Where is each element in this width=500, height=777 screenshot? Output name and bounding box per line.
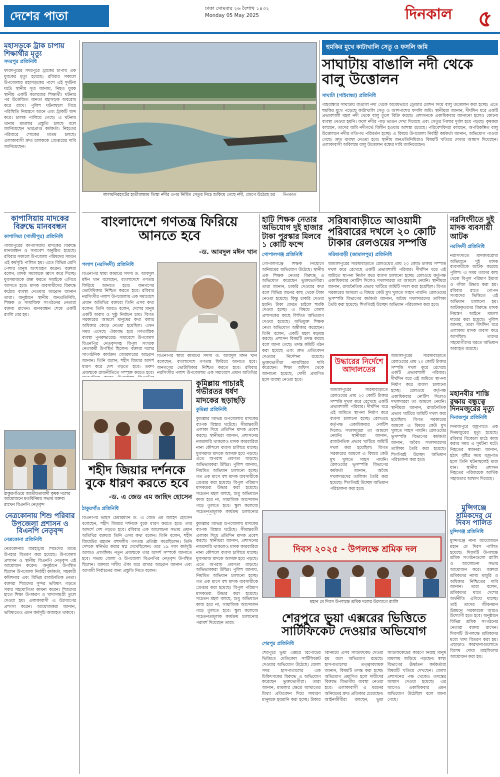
date-english: Monday 05 May 2025 [205,13,259,19]
dateline [205,6,269,20]
byline: নেত্রকোনা প্রতিনিধি [4,538,42,544]
byline: পলাশ (নরসিংদী) প্রতিনিধি [82,263,134,268]
story-body: মুন্সিগঞ্জে নানা আয়োজনে মহান মে দিবস পালিত হয়েছে। দিবসটি উপলক্ষে শ্রমিক সংগঠনগুলো র‍্যালি ও আলোচনা সভার আয়োজন করে। বক্তারা শ্রমিকদের ন্যায্য মজুরি ও অধিকার নিশ্চিতের দাবি জানান। তারা বলেন, শ্রমিকদের ঘামে দেশের অর্থনীতি এগিয়ে যাচ্ছে। তাই তাদের জীবনমান উন্নয়নে সরকারকে আরও উদ্যোগী হতে হবে। অনুষ্ঠানে বিভিন্ন শ্রমিক সংগঠনের নেতারা বক্তব্য রাখেন। দিবসটি উপলক্ষে শ্রমিকদের মধ্যে খাদ্য বিতরণ করা হয়। এছাড়াও কারখানাগুলোতে বিশেষ দোয়া মাহফিলের আয়োজন করা হয়। [450,539,498,660]
meeting-room-graphic [83,381,192,460]
headline: মহানবীর শাস্তি রক্ষায় বন্ধুত্বে দিনমজুরের মৃত্যু [450,389,495,414]
byline: দিনাজপুর প্রতিনিধি [450,416,487,422]
meeting-photo-graphic [5,431,76,490]
caption-credit: দিনকাল [282,193,296,198]
rally-banner-text: দিবস ২০২৫ - উপলক্ষে শ্রমিক দল [293,545,417,555]
story-body: বিএনপির ভাইস চেয়ারম্যান ড. এ জেড এম জাহিদ হোসেন বলেছেন, শহীদ জিয়ার দর্শনকে বুকে ধারণ করতে হবে। তার আদর্শে দেশ গড়তে হবে। রবিবার এক আলোচনা সভায় প্রধান অতিথির বক্তব্যে তিনি এসব কথা বলেন। তিনি বলেন, শহীদ জিয়াউর রহমান বহুদলীয় গণতন্ত্র প্রতিষ্ঠা করেছিলেন। তিনি দেশকে স্বনির্ভর করার স্বপ্ন দেখেছিলেন। তার ১৯ দফা কর্মসূচি আজও প্রাসঙ্গিক। নতুন প্রজন্মকে তার আদর্শ সম্পর্কে জানাতে হবে। সভায় জেলা ও উপজেলা বিএনপির নেতৃবৃন্দ উপস্থিত ছিলেন। বক্তারা দলীয় ঐক্য ধরে রাখার আহ্বান জানান এবং আগামী নির্বাচনের জন্য প্রস্তুতি নিতে বলেন। [82,516,192,574]
headline: মহাসড়কে ট্রাক চাপায় শিক্ষার্থীর মৃত্যু [4,41,65,58]
section-title: দেশের পাতা [4,5,109,27]
river-photo-graphic [83,43,317,192]
page-number: ৫ [478,7,493,32]
headline: কাপাসিয়ায় মাদকের বিরুদ্ধে মানববন্ধন [10,214,70,232]
river-photo [82,42,317,192]
cumilla-continued: কুমিল্লার বিভিন্ন উপজেলায় মাদকের ব্যাপক বিস্তার ঘটেছে। সীমান্তবর্তী এলাকা দিয়ে প্রতিদিন মাদক প্রবেশ করছে। স্থানীয়রা জানান, প্রশাসনের নজরদারি থাকলেও মাদক কারবারিরা নানা কৌশলে ব্যবসা চালিয়ে যাচ্ছে। যুবসমাজ মাদকে আসক্ত হয়ে পড়ছে। এতে অপরাধ প্রবণতা বাড়ছে। অভিভাবকরা উদ্বিগ্ন। পুলিশ জানায়, নিয়মিত অভিযান চালানো হচ্ছে। গত এক মাসে বহু মাদক ব্যবসায়ীকে গ্রেপ্তার করা হয়েছে। বিপুল পরিমাণ মাদকদ্রব্য উদ্ধার করা হয়েছে। সচেতন মহল বলছে, শুধু অভিযানে কাজ হবে না, সামাজিক আন্দোলন গড়ে তুলতে হবে। স্কুল কলেজে সচেতনতামূলক কার্যক্রম চালানোর পরামর্শ দিয়েছেন তারা। [196,522,258,626]
story-left2 [4,215,76,427]
story-body: দিনাজপুরে বজ্রপাতে এক দিনমজুরের মৃত্যু হয়েছে। রবিবার বিকেলে মাঠে কাজ করার সময় এ দুর্ঘটনা ঘটে। নিহতের স্বজনরা জানান, হঠাৎ বৃষ্টির সময় বজ্রপাত হলে তিনি ঘটনাস্থলেই মারা যান। স্থানীয় প্রশাসন নিহতের পরিবারকে আর্থিক সহায়তার আশ্বাস দিয়েছে। [450,425,498,483]
divider [4,212,76,213]
headline: হাটি শিক্ষক নেতার অভিযোগ দুই হাজার টাকা পুরস্কার মিলবে ১ কোটি ফন্দে [262,215,323,249]
photo-caption [82,193,317,205]
tagline: হুমকির মুখে কাটাখালি সেতু ও ফসলি জমি [326,44,428,51]
story-left1 [4,42,76,210]
headline: নরসিংদীতে দুই মাদক ব্যবসায়ী আটক [450,215,495,241]
byline: সাঘাটা (গাইবান্ধা) প্রতিনিধি [322,93,376,99]
story-sherpur [262,612,446,774]
meeting-room-photo [82,380,192,460]
quote-attribution: -ড. এ জেড এম জাহিদ হোসেন [108,493,192,502]
story-body: ফরিদপুরের সদরপুরে ট্রাকের চাপায় এক যুবকের মৃত্যু হয়েছে। রবিবার সকালে উপজেলার মহাসড়কের পাশে এই দুর্ঘটনা ঘটে। স্থানীয় সূত্র জানায়, নিহত যুবক স্থানীয় একটি কলেজের শিক্ষার্থী। ঘটনার পর উত্তেজিত জনতা মহাসড়ক অবরোধ করে রাখে। পুলিশ ঘটনাস্থলে গিয়ে পরিস্থিতি নিয়ন্ত্রণে আনে এবং ট্রাকটি জব্দ করে। চালক পালিয়ে গেছে। এ ঘটনায় থানায় মামলার প্রস্তুতি চলছে বলে জানিয়েছেন ভারপ্রাপ্ত কর্মকর্তা। নিহতের পরিবারে শোকের মাতম চলছে। এলাকাবাসী দ্রুত চালককে গ্রেপ্তারের দাবি জানিয়েছেন। [4,69,76,150]
byline: গোপালগঞ্জ প্রতিনিধি [262,253,303,258]
story-cumilla [196,380,258,520]
byline: সদরপুর প্রতিনিধি [4,60,37,66]
headline: সরিষাবাড়ীতে আওয়ামী পরিবারের দখলে ২০ কোটি টাকার রেলওয়ের সম্পত্তি [328,216,436,249]
land-continued: জামালপুরের সরিষাবাড়ীতে রেলওয়ের প্রায় ২০ কোটি টাকার সম্পত্তি দখল করে রেখেছে একটি প্রভাবশালী পরিবার। দীর্ঘদিন ধরে এই জমিতে স্থাপনা নির্মাণ করে ব্যবসা চালানো হচ্ছে। রেলওয়ে কর্তৃপক্ষ একাধিকবার নোটিশ দিলেও দখলদাররা তা আমলে নেয়নি। স্থানীয়রা জানান, রাজনৈতিক প্রভাব খাটিয়ে জমিটি দখল করা হয়েছিল। বিগত সরকারের আমলে এ বিষয়ে কেউ মুখ খুলতে সাহস পায়নি। রেলওয়ের ভূসম্পত্তি বিভাগের কর্মকর্তা জানান, অবৈধ দখলদারদের তালিকা তৈরি করা হয়েছে। শিগগিরই উচ্ছেদ অভিযান পরিচালনা করা হবে। [391,354,446,464]
portrait-graphic [158,263,257,352]
byline: নরসিংদী প্রতিনিধি [450,244,485,250]
story-body: গাইবান্ধার সাঘাটায় বাঙালি নদী থেকে অবৈধভাবে ড্রেজার মেশিন দিয়ে বালু উত্তোলন করা হচ্ছে। এতে হুমকির মুখে পড়েছে কাটাখালি সেতু ও আশপাশের ফসলি জমি। স্থানীয়রা জানান, দীর্ঘদিন ধরে একটি প্রভাবশালী মহল নদী থেকে বালু তুলে বিক্রি করছে। প্রশাসনকে একাধিকবার জানানো হলেও কোনো ব্যবস্থা নেওয়া হয়নি। ফলে নদীর পাড় ভাঙন দেখা দিয়েছে এবং সেতুর পিলার দুর্বল হয়ে পড়ছে। কৃষকরা বলছেন, তাদের জমি নদীগর্ভে বিলীন হওয়ার আশঙ্কা রয়েছে। পরিবেশবিদরা বলছেন, অপরিকল্পিত বালু উত্তোলনে নদীর গতিপথ পরিবর্তন হচ্ছে। এ বিষয়ে উপজেলা নির্বাহী কর্মকর্তা জানান, অভিযোগ পাওয়া গেছে। দ্রুত ব্যবস্থা নেওয়া হবে। স্থানীয় জনপ্রতিনিধিরাও বিষয়টি খতিয়ে দেখার আশ্বাস দিয়েছেন। এলাকাবাসী অবিলম্বে বালু উত্তোলন বন্ধের দাবি জানিয়েছেন। [322,102,498,149]
rally-photo [262,510,446,598]
headline: কুমিল্লায় পাচারই গভীরতর ধর্ষণ মাদকের ছড়াছড়ি [196,379,246,405]
story-body: জামালপুরের সরিষাবাড়ীতে রেলওয়ের প্রায় ২০ কোটি টাকার সম্পত্তি দখল করে রেখেছে একটি প্রভাবশালী পরিবার। দীর্ঘদিন ধরে এই জমিতে স্থাপনা নির্মাণ করে ব্যবসা চালানো হচ্ছে। রেলওয়ে কর্তৃপক্ষ একাধিকবার নোটিশ দিলেও দখলদাররা তা আমলে নেয়নি। স্থানীয়রা জানান, রাজনৈতিক প্রভাব খাটিয়ে জমিটি দখল করা হয়েছিল। বিগত সরকারের আমলে এ বিষয়ে কেউ মুখ খুলতে সাহস পায়নি। রেলওয়ের ভূসম্পত্তি বিভাগের কর্মকর্তা জানান, অবৈধ দখলদারদের তালিকা তৈরি করা হয়েছে। শিগগিরই উচ্ছেদ অভিযান পরিচালনা করা হবে। [328,262,446,308]
column-divider [319,40,320,212]
byline: ঠাকুরগাঁও প্রতিনিধি [82,507,119,513]
date-bangla: ঢাকা সোমবার ২৬ বৈশাখ ১৪৩২ [205,6,270,12]
tagline-bar [322,40,498,55]
story-workers [450,504,498,774]
quote-attribution: -ড. আবদুল মঈন খান [199,247,257,256]
story-body: নেত্রকোনার বারহাট্টায় শিশুদের মাঝে উপহার বিতরণ করা হয়েছে। উপজেলা প্রশাসন ও স্থানীয় বিএনপি নেতৃবৃন্দ এই আয়োজন করেন। অনুষ্ঠানে উপস্থিত ছিলেন উপজেলা নির্বাহী কর্মকর্তা, সহকারী কমিশনার এবং বিভিন্ন রাজনৈতিক নেতা। বক্তারা শিশুদের সুন্দর ভবিষ্যৎ গড়তে সবার সহযোগিতা কামনা করেন। শিশুদের হাতে শিক্ষা উপকরণ ও খাদ্যসামগ্রী তুলে দেওয়া হয়। এলাকাবাসী এ উদ্যোগের প্রশংসা করেন। আয়োজকরা জানান, ভবিষ্যতেও এমন কর্মসূচি অব্যাহত থাকবে। [4,547,76,616]
caption-text: লালমনিরহাটের হাতীবান্ধায় তিস্তা নদীর ওপর নির্মিত সেতুর নিচে শুকিয়ে গেছে নদী, জেগে উঠেছে চর [103,193,276,198]
story-democracy-text [82,262,154,377]
headline: শেরপুরে ভুয়া এক্সরের ভিত্তিতে সার্টিফিকেট দেওয়ার অভিযোগ [281,611,427,639]
moin-khan-portrait [157,262,257,352]
headline: সাঘাটায় বাঙালি নদী থেকে বালু উত্তোলন [322,57,474,89]
headline: নেত্রকোনায় শিশু পরিবার উপজেলা প্রশাসন ও বিএনপি নেতৃবৃন্দ [5,511,75,536]
story-body: কুমিল্লার বিভিন্ন উপজেলায় মাদকের ব্যাপক বিস্তার ঘটেছে। সীমান্তবর্তী এলাকা দিয়ে প্রতিদিন মাদক প্রবেশ করছে। স্থানীয়রা জানান, প্রশাসনের নজরদারি থাকলেও মাদক কারবারিরা নানা কৌশলে ব্যবসা চালিয়ে যাচ্ছে। যুবসমাজ মাদকে আসক্ত হয়ে পড়ছে। এতে অপরাধ প্রবণতা বাড়ছে। অভিভাবকরা উদ্বিগ্ন। পুলিশ জানায়, নিয়মিত অভিযান চালানো হচ্ছে। গত এক মাসে বহু মাদক ব্যবসায়ীকে গ্রেপ্তার করা হয়েছে। বিপুল পরিমাণ মাদকদ্রব্য উদ্ধার করা হয়েছে। সচেতন মহল বলছে, শুধু অভিযানে কাজ হবে না, সামাজিক আন্দোলন গড়ে তুলতে হবে। স্কুল কলেজে সচেতনতামূলক কার্যক্রম চালানোর [196,416,258,515]
rally-caption: মহান মে দিবস উপলক্ষে শ্রমিক দলের উদ্যোগে র‍্যালি [309,600,399,605]
story-body: শেরপুরে ভুয়া এক্সরে রিপোর্টের ভিত্তিতে মেডিকেল সার্টিফিকেট দেওয়ার অভিযোগ উঠেছে। জেলা সদর হাসপাতালের এক চিকিৎসকের বিরুদ্ধে এ অভিযোগ করেছেন ভুক্তভোগীরা। তারা জানান, মামলার ক্ষেত্রে আঘাতের মিথ্যা প্রতিবেদন দিয়ে সাধারণ মানুষকে হয়রানি করা হচ্ছে। টাকার বিনিময়ে এসব সার্টিফিকেট দেওয়া হয় বলে অভিযোগ রয়েছে। হাসপাতালের তত্ত্বাবধায়ক জানান, বিষয়টি তদন্ত করা হচ্ছে। অভিযোগ প্রমাণিত হলে দায়ীদের বিরুদ্ধে বিভাগীয় ব্যবস্থা নেওয়া হবে। এলাকাবাসী এ ধরনের অনিয়মের দ্রুত প্রতিকার চেয়েছেন। আইনজীবীরা বলছেন, ভুয়া সার্টিফিকেটের কারণে নিরীহ মানুষ মামলায় জড়িয়ে পড়ছেন। স্বাস্থ্য বিভাগের ঊর্ধ্বতন কর্মকর্তারা বিষয়টি খতিয়ে দেখছেন। জেলা প্রশাসনের পক্ষ থেকেও তদন্তের আশ্বাস দেওয়া হয়েছে। এর আগেও একাধিকবার এমন অভিযোগ উঠেছিল বলে জানা গেছে। [262,651,446,703]
byline: শেরপুর প্রতিনিধি [262,642,294,648]
headline: শহীদ জিয়ার দর্শনকে বুকে ধারণ করতে হবে [85,463,189,491]
story-body: গোপালগঞ্জে শিক্ষক নিয়োগে অনিয়মের অভিযোগ উঠেছে। স্থানীয় এক শিক্ষক নেতার বিরুদ্ধে এ অভিযোগ করেছেন ভুক্তভোগীরা। তারা জানান, চাকরি দেওয়ার কথা বলে বিভিন্ন জনের কাছ থেকে টাকা নেওয়া হয়েছে। কিন্তু চাকরি দেওয়া হয়নি। টাকা ফেরত চাইলে হুমকি দেওয়া হচ্ছে। এ বিষয়ে জেলা প্রশাসকের কাছে লিখিত অভিযোগ দেওয়া হয়েছে। অভিযুক্ত শিক্ষক নেতা অভিযোগ অস্বীকার করেছেন। তিনি বলেন, একটি মহল ষড়যন্ত্র করছে। প্রশাসন বিষয়টি তদন্ত করছে বলে জানা গেছে। তদন্ত কমিটি গঠন করা হয়েছে এবং দ্রুত প্রতিবেদন দেওয়ার নির্দেশনা রয়েছে। ভুক্তভোগীরা ন্যায়বিচার দাবি করেছেন। শিক্ষা অফিস থেকে জানানো হয়েছে, দোষী প্রমাণিত হলে ব্যবস্থা নেওয়া হবে। [262,262,324,383]
meeting-photo [4,430,76,490]
story-zia [82,464,192,774]
column-divider [79,40,80,774]
rescue-box [330,354,388,384]
story-body: গাজীপুরের কাপাসিয়ায় মাদকের বিরুদ্ধে মানববন্ধন ও সমাবেশ অনুষ্ঠিত হয়েছে। রবিবার সকালে উপজেলা পরিষদের সামনে এই কর্মসূচি পালিত হয়। এতে বিভিন্ন শ্রেণি পেশার মানুষ অংশগ্রহণ করেন। বক্তারা বলেন, মাদক সমাজকে ধ্বংস করে দিচ্ছে। যুবসমাজকে রক্ষা করতে সবাইকে এগিয়ে আসতে হবে। মাদক ব্যবসায়ীদের বিরুদ্ধে কঠোর ব্যবস্থা নেওয়ার আহ্বান জানান তারা। অনুষ্ঠানে স্থানীয় জনপ্রতিনিধি, শিক্ষক ও সামাজিক সংগঠনের নেতারা বক্তব্য রাখেন। মানববন্ধন শেষে একটি র‍্যালি বের হয়। [4,243,76,319]
rescue-box-text: উদ্ধারের নির্দেশে আদালতের [334,357,384,375]
headline: বাংলাদেশে গণতন্ত্র ফিরিয়ে আনতে হবে [101,215,238,245]
story-body: বিএনপির স্থায়ী কমিটির সদস্য ড. আবদুল মঈন খান বলেছেন, বাংলাদেশে গণতন্ত্র ফিরিয়ে আনতে হবে। জনগণের ভোটাধিকার নিশ্চিত করতে হবে। রবিবার নরসিংদীর পলাশ উপজেলায় এক সমাবেশে প্রধান অতিথির বক্তব্যে তিনি এসব কথা বলেন। তিনি আরও বলেন, দেশের মানুষ একটি অবাধ ও সুষ্ঠু নির্বাচন চায়। বিগত সরকারের আমলে মানুষের কথা বলার অধিকার কেড়ে নেওয়া হয়েছিল। এখন সময় এসেছে ঐক্যবদ্ধ হয়ে গণতান্ত্রিক ব্যবস্থা পুনরুদ্ধারের। সমাবেশে উপজেলা বিএনপির নেতৃবৃন্দসহ বিপুল সংখ্যক নেতাকর্মী উপস্থিত ছিলেন। বক্তারা দলের সাংগঠনিক কার্যক্রম জোরদারের আহ্বান জানান। তিনি বলেন, শহীদ জিয়ার আদর্শ ধারণ করে দেশ গড়তে হবে। তরুণ প্রজন্মকে রাজনীতিতে সম্পৃক্ত করতে হবে। [82,272,154,376]
story-body: নরসিংদীতে মাদকবিরোধী অভিযানে দুই মাদক ব্যবসায়ীকে আটক করেছে পুলিশ। এ সময় তাদের কাছ থেকে বিপুল পরিমাণ ইয়াবা ও গাঁজা উদ্ধার করা হয়। রবিবার রাতে গোপন সংবাদের ভিত্তিতে এই অভিযান চালানো হয়। আটককৃতদের বিরুদ্ধে মাদক নিয়ন্ত্রণ আইনে মামলা দায়ের করা হয়েছে। পুলিশ জানায়, তারা দীর্ঘদিন ধরে এলাকায় মাদক ব্যবসা করে আসছিল। তাদের সহযোগীদের ধরতে অভিযান অব্যাহত রয়েছে। [450,253,498,352]
column-divider [259,214,260,508]
newspaper-logo: দিনকাল [405,5,453,23]
story-river [322,40,498,212]
byline: সরিষাবাড়ী (জামালপুর) প্রতিনিধি [328,253,392,258]
byline: কুমিল্লা প্রতিনিধি [196,407,227,413]
democracy-continued: বিএনপির স্থায়ী কমিটির সদস্য ড. আবদুল মঈন খান বলেছেন, বাংলাদেশে গণতন্ত্র ফিরিয়ে আনতে হবে। জনগণের ভোটাধিকার নিশ্চিত করতে হবে। রবিবার নরসিংদীর পলাশ উপজেলায় এক সমাবেশে প্রধান অতিথির [157,354,257,376]
byline: মুন্সিগঞ্জ প্রতিনিধি [450,530,484,536]
story-left3 [4,512,76,774]
column-divider [447,214,448,774]
story-narsingdi [450,216,498,386]
headline: মুন্সিগঞ্জে শ্রমিকদের মে দিবস পালিত [456,503,492,528]
divider [82,212,498,213]
byline: কাপাসিয়া (গাজীপুর) প্রতিনিধি [4,234,63,240]
land-continued-2: জামালপুরের সরিষাবাড়ীতে রেলওয়ের প্রায় ২০ কোটি টাকার সম্পত্তি দখল করে রেখেছে একটি প্রভাবশালী পরিবার। দীর্ঘদিন ধরে এই জমিতে স্থাপনা নির্মাণ করে ব্যবসা চালানো হচ্ছে। রেলওয়ে কর্তৃপক্ষ একাধিকবার নোটিশ দিলেও দখলদাররা তা আমলে নেয়নি। স্থানীয়রা জানান, রাজনৈতিক প্রভাব খাটিয়ে জমিটি দখল করা হয়েছিল। বিগত সরকারের আমলে এ বিষয়ে কেউ মুখ খুলতে সাহস পায়নি। রেলওয়ের ভূসম্পত্তি বিভাগের কর্মকর্তা জানান, অবৈধ দখলদারদের তালিকা তৈরি করা হয়েছে। শিগগিরই উচ্ছেদ অভিযান পরিচালনা করা হবে। [330,388,388,492]
story-dinajpur [450,390,498,500]
meeting-caption: ঠাকুরগাঁওয়ে জাতীয়তাবাদী কৃষক দলের আয়োজনে মতবিনিময় সভায় বক্তব্য রাখেন বিএনপি নেতৃবৃন্দ [4,492,71,508]
